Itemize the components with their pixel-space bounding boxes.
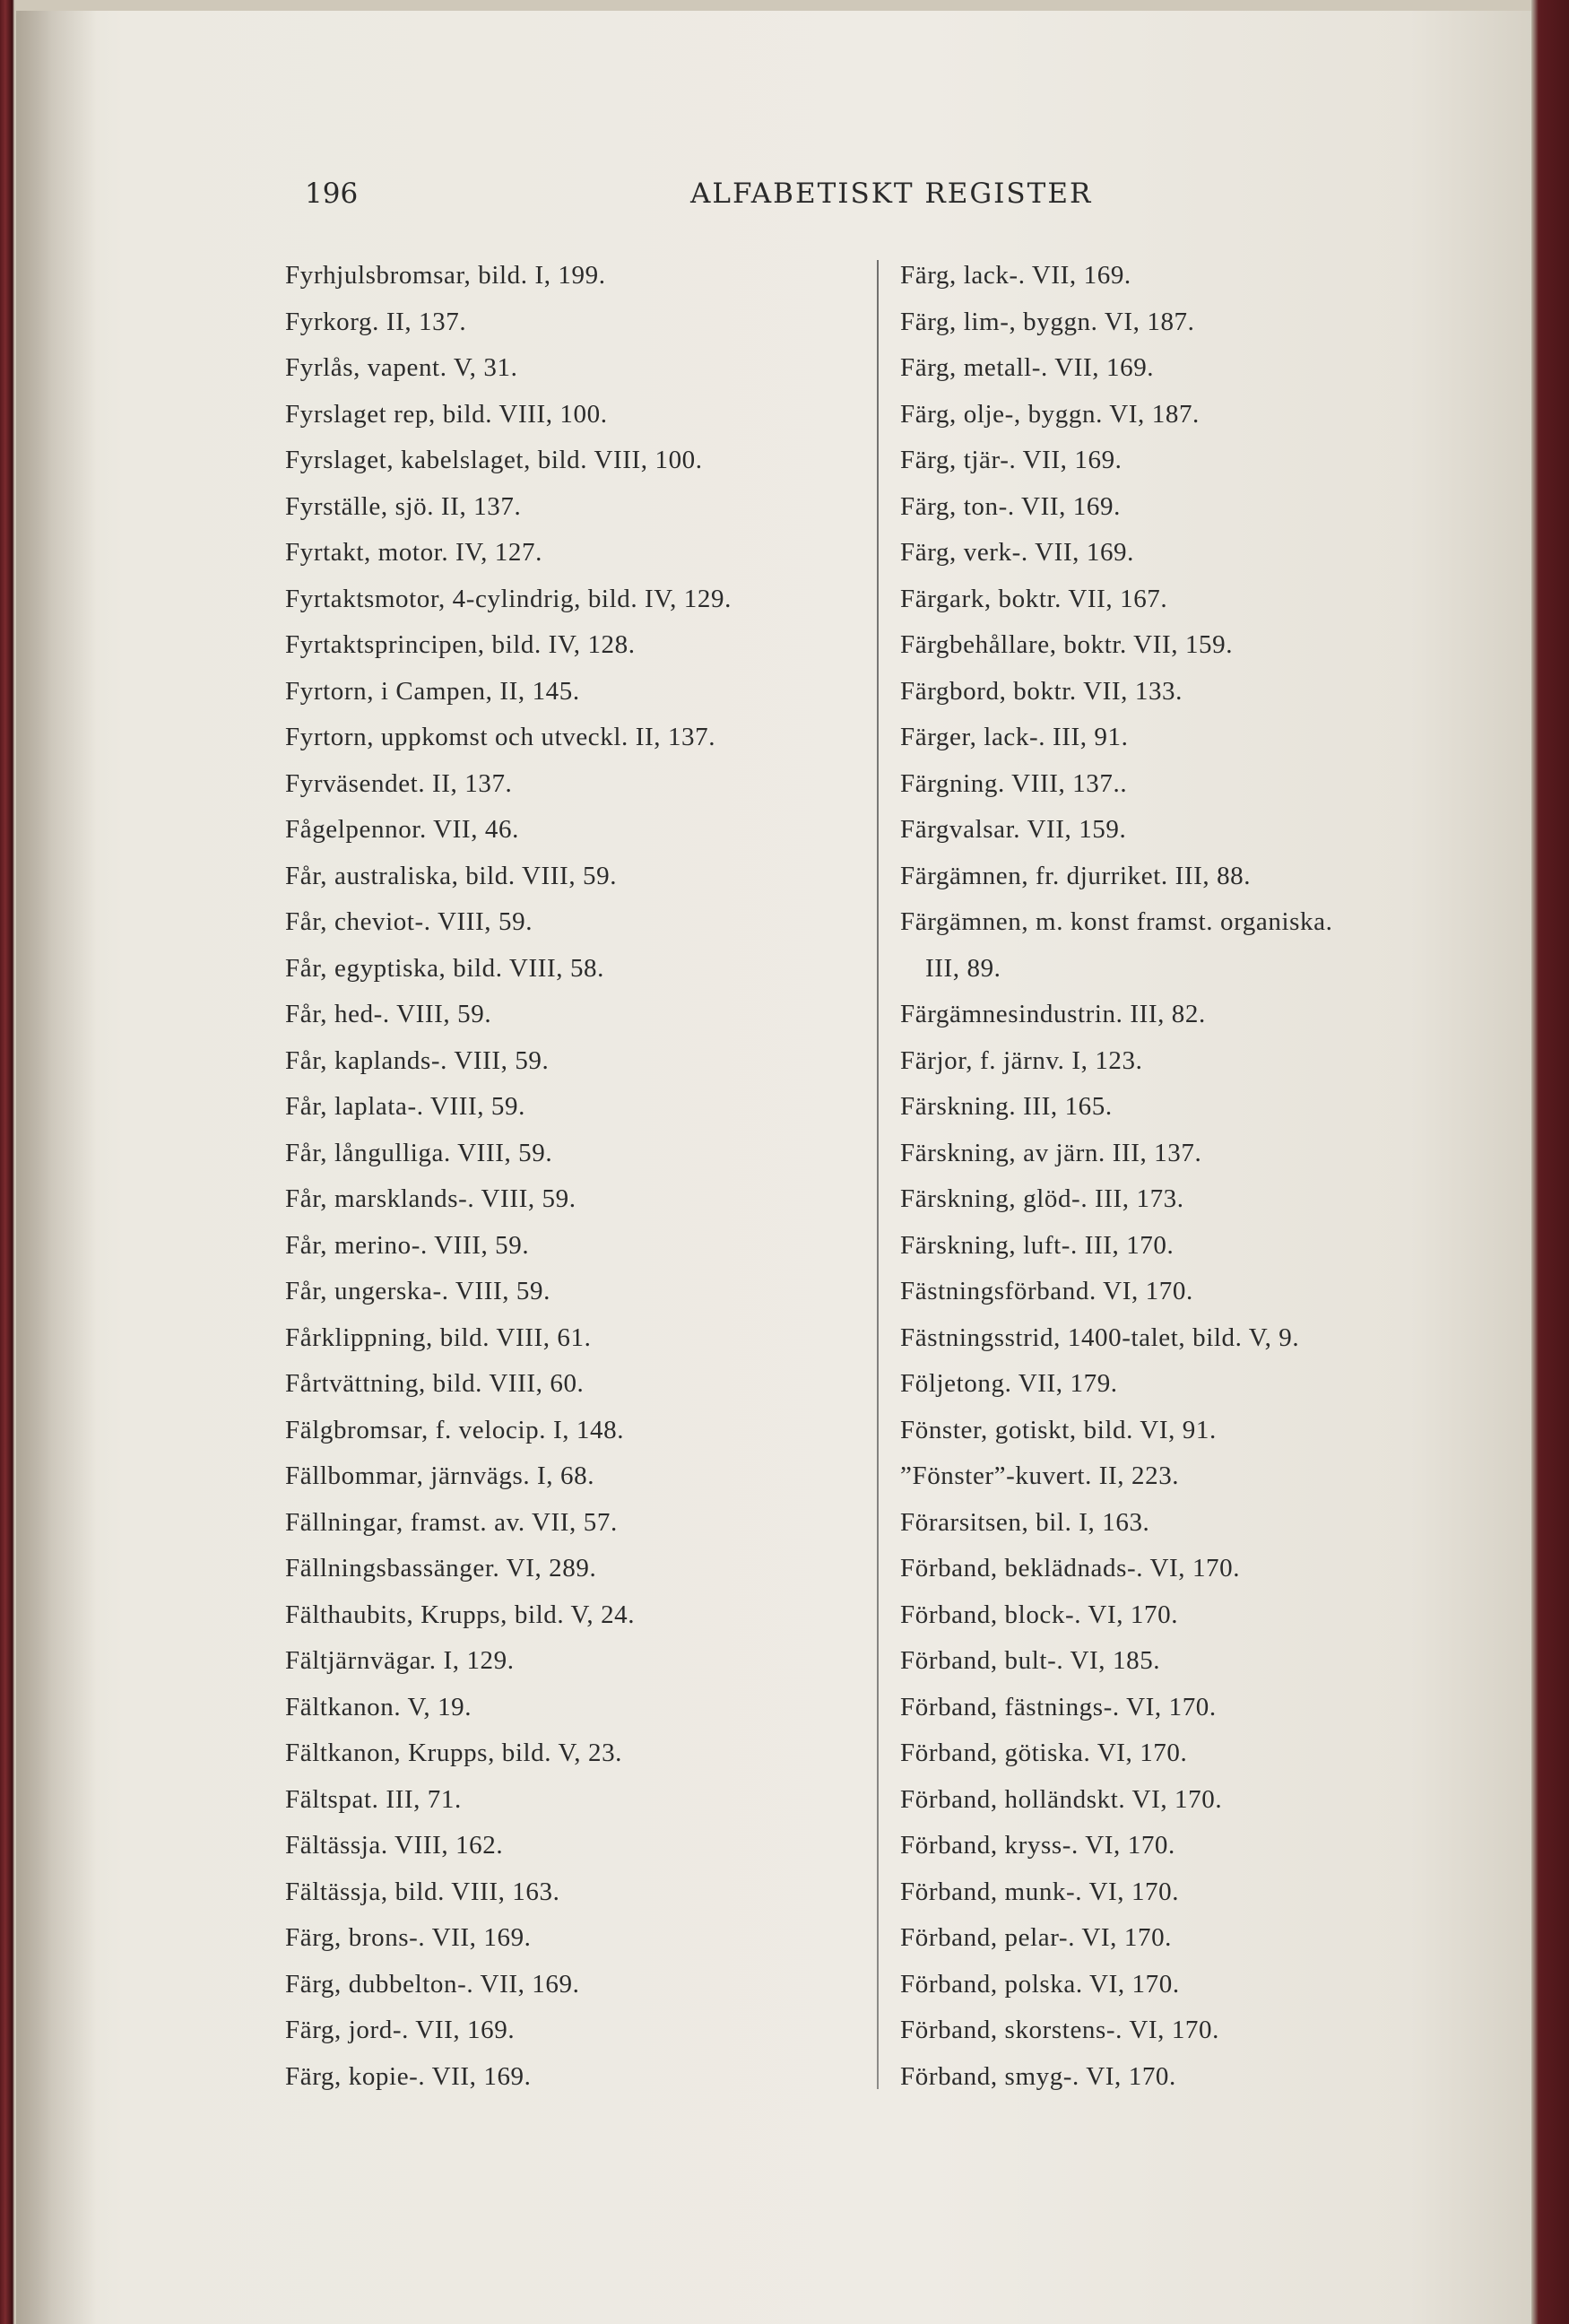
index-entry-text: Förband, kryss-. VI, 170. [900, 1831, 1175, 1860]
index-entry-continuation: III, 89. [925, 953, 1001, 983]
index-entry-text: Förarsitsen, bil. I, 163. [900, 1507, 1150, 1537]
index-entry [285, 1038, 895, 1085]
index-entry [285, 807, 895, 854]
index-entry [900, 1408, 1510, 1454]
index-entry [285, 1685, 895, 1731]
index-entry [900, 1869, 1510, 1916]
index-entry [285, 1453, 895, 1500]
index-entry [900, 761, 1510, 808]
index-entry [900, 2054, 1510, 2101]
index-entry-text: Förband, beklädnads-. VI, 170. [900, 1554, 1241, 1583]
index-entry [900, 1038, 1510, 1085]
index-entry-text: Färg, dubbelton-. VII, 169. [285, 1969, 580, 1999]
index-entry-text: Får, merino-. VIII, 59. [285, 1230, 530, 1260]
index-column-right [900, 253, 1510, 2100]
index-entry [285, 484, 895, 531]
index-entry [285, 1638, 895, 1685]
index-entry-text: Färg, lack-. VII, 169. [900, 261, 1131, 290]
index-entry [900, 438, 1510, 484]
index-entry [285, 2054, 895, 2101]
index-entry [900, 1131, 1510, 1177]
index-entry-text: Förband, bult-. VI, 185. [900, 1646, 1161, 1675]
index-entry [900, 854, 1510, 900]
index-entry [900, 1546, 1510, 1592]
index-entry-text: Färskning, glöd-. III, 173. [900, 1184, 1184, 1213]
index-entry [900, 715, 1510, 761]
index-entry [285, 1730, 895, 1777]
index-entry-text: Förband, polska. VI, 170. [900, 1969, 1180, 1999]
index-entry [900, 992, 1510, 1038]
index-entry-text: Fältkanon. V, 19. [285, 1692, 472, 1721]
index-entry [900, 1915, 1510, 1962]
index-entry-text: Får, cheviot-. VIII, 59. [285, 907, 533, 936]
index-entry-text: Fältspat. III, 71. [285, 1784, 462, 1814]
index-entry-text: Förband, holländskt. VI, 170. [900, 1784, 1223, 1814]
index-entry [900, 253, 1510, 299]
index-entry-text: ”Fönster”-kuvert. II, 223. [900, 1461, 1180, 1490]
index-entry [900, 299, 1510, 346]
index-entry-text: Fästningsförband. VI, 170. [900, 1277, 1193, 1305]
index-entry-text: Färg, verk-. VII, 169. [900, 538, 1135, 567]
index-entry-text: Får, marsklands-. VIII, 59. [285, 1184, 576, 1213]
index-entry-text: Fästningsstrid, 1400-talet, bild. V, 9. [900, 1322, 1300, 1352]
index-entry-text: Följetong. VII, 179. [900, 1369, 1118, 1398]
index-entry [285, 992, 895, 1038]
index-entry [900, 1685, 1510, 1731]
page-header [305, 178, 1201, 213]
index-entry-text: Får, egyptiska, bild. VIII, 58. [285, 953, 604, 983]
index-entry-text: Färgbehållare, boktr. VII, 159. [900, 630, 1234, 659]
index-entry-text: Färg, tjär-. VII, 169. [900, 446, 1123, 474]
index-entry-text: Fältässja. VIII, 162. [285, 1831, 504, 1860]
index-entry [900, 1084, 1510, 1131]
index-entry-text: Fönster, gotiskt, bild. VI, 91. [900, 1415, 1217, 1444]
index-entry [900, 530, 1510, 577]
index-entry-text: Färg, olje-, byggn. VI, 187. [900, 399, 1200, 429]
index-entry-text: Färger, lack-. III, 91. [900, 723, 1129, 751]
index-entry-text: Fälthaubits, Krupps, bild. V, 24. [285, 1600, 636, 1629]
index-entry-text: Får, kaplands-. VIII, 59. [285, 1045, 550, 1075]
index-entry-text: Fälgbromsar, f. velocip. I, 148. [285, 1415, 625, 1444]
index-entry-text: Färskning. III, 165. [900, 1092, 1113, 1121]
index-entry-text: Färgark, boktr. VII, 167. [900, 584, 1168, 613]
index-entry [900, 2007, 1510, 2054]
index-entry-text: Färgämnen, fr. djurriket. III, 88. [900, 861, 1252, 890]
index-entry-text: Färg, jord-. VII, 169. [285, 2016, 516, 2044]
index-entry [285, 345, 895, 392]
index-entry [900, 807, 1510, 854]
index-entry-text: Fältjärnvägar. I, 129. [285, 1646, 515, 1675]
index-entry-text: Förband, block-. VI, 170. [900, 1600, 1179, 1629]
index-entry [285, 761, 895, 808]
index-column-left [285, 253, 895, 2100]
index-entry-text: Färg, brons-. VII, 169. [285, 1923, 532, 1952]
index-entry-text: Får, laplata-. VIII, 59. [285, 1092, 525, 1121]
index-entry-text: Får, hed-. VIII, 59. [285, 1000, 492, 1028]
index-entry [285, 1546, 895, 1592]
index-entry [900, 484, 1510, 531]
index-entry [285, 1223, 895, 1270]
index-entry [285, 1777, 895, 1824]
running-title: ALFABETISKT REGISTER [690, 178, 1093, 210]
index-entry-text: Färg, kopie-. VII, 169. [285, 2061, 532, 2091]
index-entry [900, 1823, 1510, 1869]
index-entry-text: Fyrställe, sjö. II, 137. [285, 491, 522, 521]
index-entry-text: Fällningsbassänger. VI, 289. [285, 1554, 597, 1583]
index-entry-text: Förband, skorstens-. VI, 170. [900, 2016, 1219, 2044]
index-entry-text: Färgämnen, m. konst framst. organiska. [900, 907, 1333, 936]
index-entry-text: Fyrtorn, uppkomst och utveckl. II, 137. [285, 723, 716, 751]
index-entry-text: Fyrkorg. II, 137. [285, 307, 467, 336]
index-entry [285, 1084, 895, 1131]
page-gutter-shadow [16, 11, 97, 2324]
index-entry-text: Fällbommar, järnvägs. I, 68. [285, 1461, 595, 1490]
index-entry-text: Färg, metall-. VII, 169. [900, 353, 1155, 382]
index-entry [285, 622, 895, 669]
index-entry-text: Fältässja, bild. VIII, 163. [285, 1877, 560, 1906]
index-entry [285, 577, 895, 623]
index-entry [285, 715, 895, 761]
index-entry [285, 1915, 895, 1962]
index-entry [900, 622, 1510, 669]
index-entry-text: Färgbord, boktr. VII, 133. [900, 676, 1183, 706]
index-entry-text: Fyrlås, vapent. V, 31. [285, 353, 518, 382]
index-entry [900, 392, 1510, 438]
index-entry-text: Fyrtaktsmotor, 4-cylindrig, bild. IV, 129. [285, 584, 732, 613]
index-entry [285, 1131, 895, 1177]
index-entry-text: Fällningar, framst. av. VII, 57. [285, 1507, 618, 1537]
index-entry [900, 1269, 1510, 1315]
index-entry-text: Fyrslaget rep, bild. VIII, 100. [285, 399, 608, 429]
index-entry-text: Färg, ton-. VII, 169. [900, 491, 1121, 521]
index-entry [285, 2007, 895, 2054]
index-entry-text: Fyrväsendet. II, 137. [285, 768, 513, 798]
index-entry [285, 1962, 895, 2008]
index-entry [285, 1823, 895, 1869]
index-entry [900, 1223, 1510, 1270]
index-entry [285, 530, 895, 577]
index-entry [285, 1176, 895, 1223]
index-entry-text: Fyrslaget, kabelslaget, bild. VIII, 100. [285, 446, 703, 474]
index-entry-text: Förband, götiska. VI, 170. [900, 1739, 1188, 1767]
index-entry [285, 1408, 895, 1454]
index-entry [285, 899, 895, 946]
index-entry-text: Fältkanon, Krupps, bild. V, 23. [285, 1739, 623, 1767]
index-entry [900, 1592, 1510, 1639]
index-entry [285, 854, 895, 900]
index-entry [900, 1453, 1510, 1500]
index-entry [900, 1315, 1510, 1362]
index-entry-text: Färg, lim-, byggn. VI, 187. [900, 307, 1195, 336]
index-entry [900, 1777, 1510, 1824]
index-entry [285, 1361, 895, 1408]
index-entry-text: Förband, pelar-. VI, 170. [900, 1923, 1173, 1952]
index-entry [285, 1269, 895, 1315]
index-entry [285, 1869, 895, 1916]
column-divider [877, 260, 879, 2089]
index-entry [285, 669, 895, 715]
book-cover-right-edge [1531, 0, 1569, 2324]
index-entry-text: Fårklippning, bild. VIII, 61. [285, 1322, 592, 1352]
index-entry [285, 1500, 895, 1547]
index-entry-text: Färjor, f. järnv. I, 123. [900, 1045, 1143, 1075]
index-entry-text: Fågelpennor. VII, 46. [285, 815, 519, 844]
index-entry-text: Färgvalsar. VII, 159. [900, 815, 1127, 844]
index-entry [900, 669, 1510, 715]
index-entry-text: Fyrhjulsbromsar, bild. I, 199. [285, 261, 606, 290]
index-entry [900, 1638, 1510, 1685]
index-entry-text: Färgning. VIII, 137.. [900, 768, 1128, 798]
index-entry-text: Färskning, av järn. III, 137. [900, 1138, 1202, 1167]
index-entry [900, 1500, 1510, 1547]
index-entry [285, 299, 895, 346]
index-entry-text: Färgämnesindustrin. III, 82. [900, 1000, 1206, 1028]
index-entry-text: Förband, munk-. VI, 170. [900, 1877, 1180, 1906]
index-entry [900, 1361, 1510, 1408]
index-entry [285, 1315, 895, 1362]
index-entry [285, 946, 895, 993]
index-entry-text: Fyrtaktsprincipen, bild. IV, 128. [285, 630, 636, 659]
index-entry [900, 577, 1510, 623]
index-entry [900, 1730, 1510, 1777]
index-entry-text: Fyrtorn, i Campen, II, 145. [285, 676, 580, 706]
index-entry [900, 345, 1510, 392]
index-entry [900, 899, 1510, 992]
index-entry-text: Färskning, luft-. III, 170. [900, 1230, 1175, 1260]
page-number: 196 [305, 178, 359, 210]
index-entry [900, 1962, 1510, 2008]
index-entry [900, 1176, 1510, 1223]
index-entry-text: Får, australiska, bild. VIII, 59. [285, 861, 618, 890]
index-entry-text: Får, ungerska-. VIII, 59. [285, 1277, 550, 1305]
index-entry [285, 392, 895, 438]
index-entry-text: Förband, smyg-. VI, 170. [900, 2061, 1176, 2091]
index-entry [285, 253, 895, 299]
index-entry [285, 438, 895, 484]
index-entry-text: Fyrtakt, motor. IV, 127. [285, 538, 542, 567]
index-entry-text: Förband, fästnings-. VI, 170. [900, 1692, 1217, 1721]
index-entry [285, 1592, 895, 1639]
index-entry-text: Fårtvättning, bild. VIII, 60. [285, 1369, 585, 1398]
index-entry-text: Får, långulliga. VIII, 59. [285, 1138, 553, 1167]
